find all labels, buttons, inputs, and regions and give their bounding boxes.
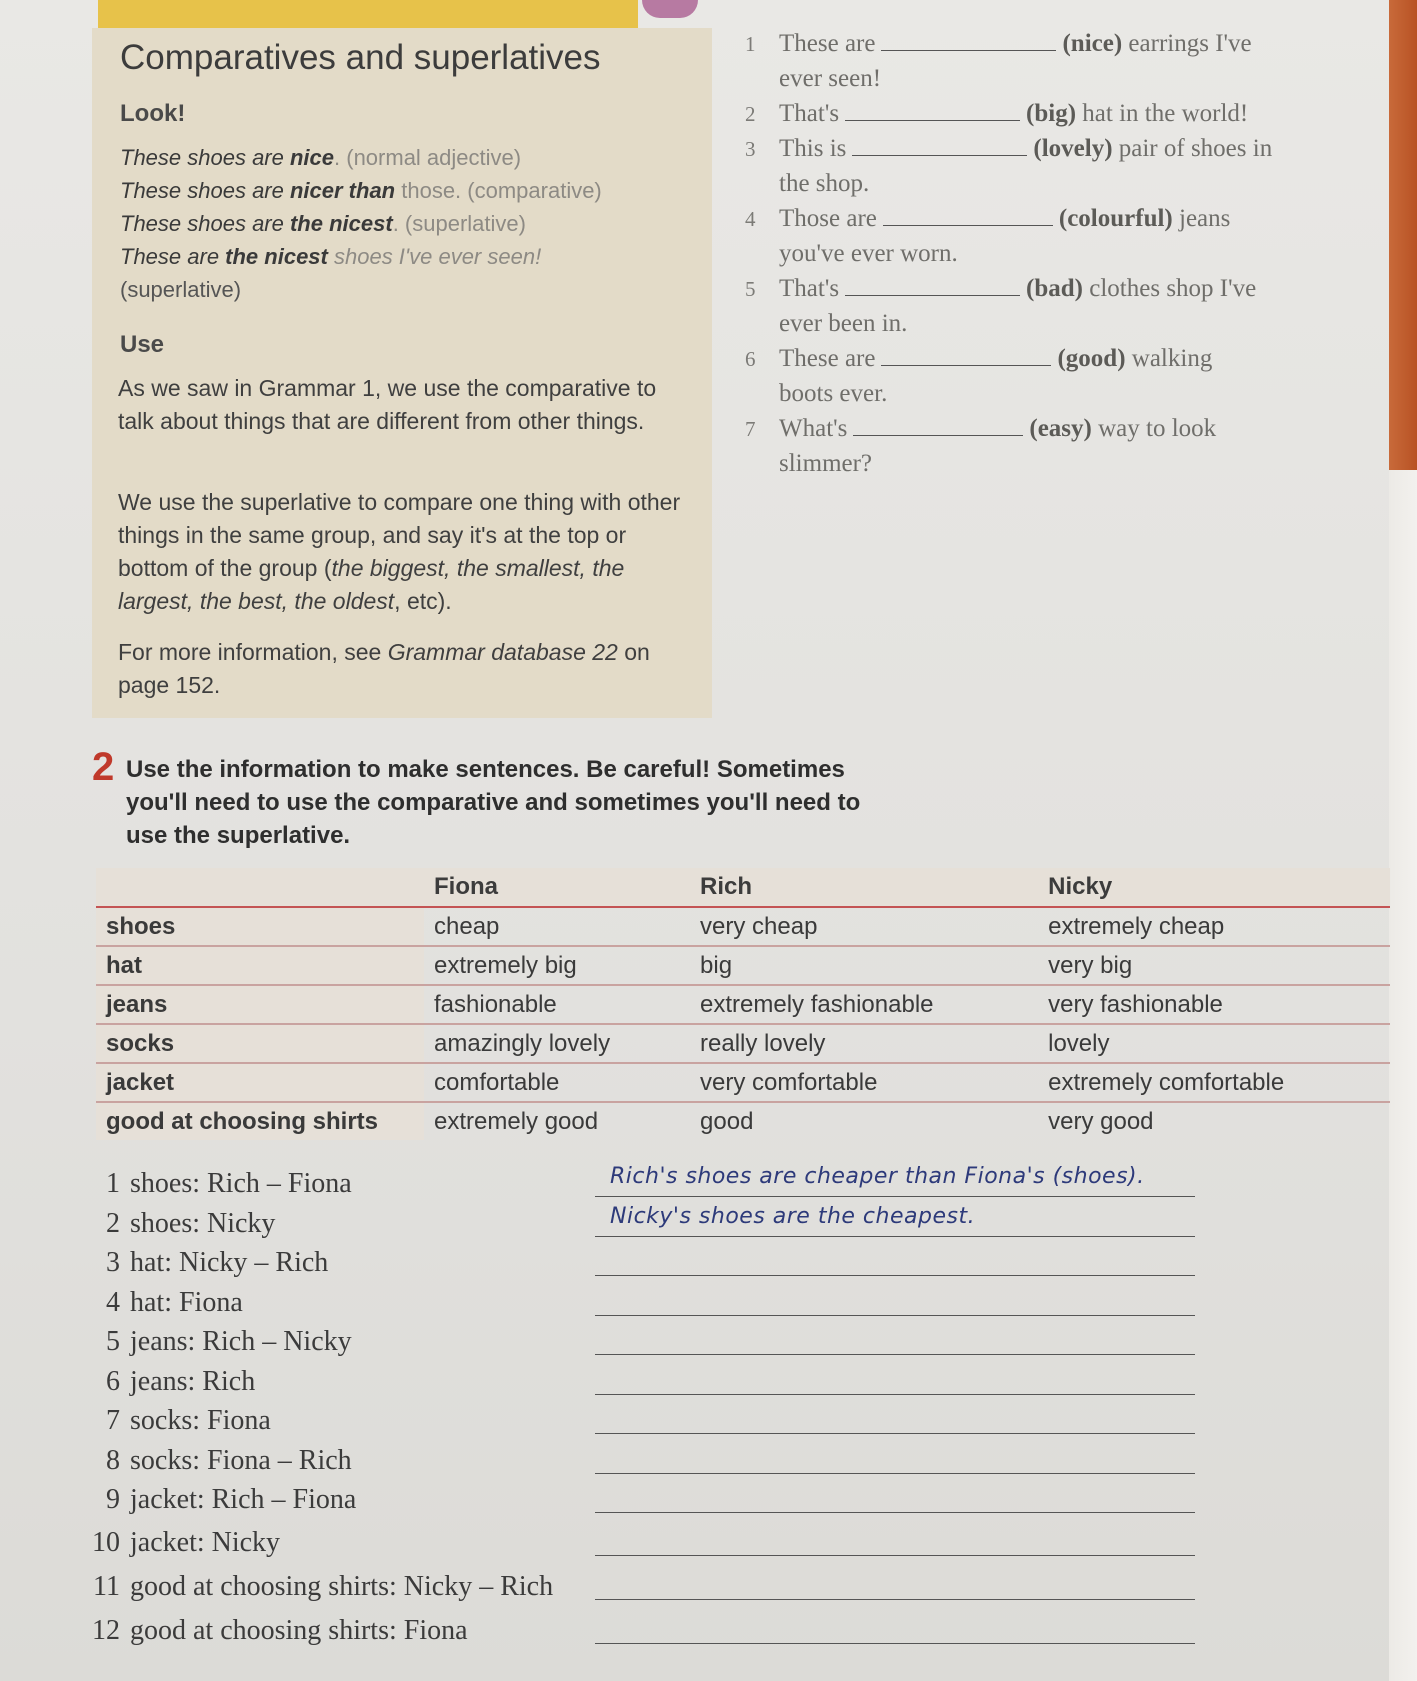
example-bold: the nicest [289, 211, 393, 236]
row-item: socks [96, 1024, 424, 1063]
item-text: This is [779, 135, 847, 162]
answer-line[interactable] [595, 1394, 1195, 1395]
header-fiona: Fiona [424, 868, 690, 907]
item-continuation: ever been in. [779, 310, 908, 337]
item-text: These are [779, 345, 876, 372]
exercise-1-item [745, 275, 1256, 303]
table-cell: comfortable [424, 1063, 690, 1102]
example-tail: . (normal adjective) [334, 145, 522, 170]
prompt-number: 8 [106, 1445, 120, 1476]
item-text-end: hat in the world! [1082, 100, 1249, 127]
table-cell: fashionable [424, 985, 690, 1024]
answer-line[interactable] [595, 1433, 1195, 1434]
comparison-table [96, 868, 1390, 1140]
item-number: 4 [745, 207, 756, 231]
table-cell: extremely cheap [1038, 907, 1390, 946]
table-cell: amazingly lovely [424, 1024, 690, 1063]
exercise-1-item [745, 135, 1272, 163]
use-paragraph-2 [118, 486, 688, 618]
example-bold: nicer than [289, 178, 396, 203]
use-para2-examples: the biggest, the smallest, the largest, the best, the oldest [118, 555, 625, 614]
look-heading: Look! [120, 100, 186, 127]
handwritten-answer: Nicky's shoes are the cheapest. [610, 1204, 976, 1229]
answer-line[interactable] [595, 1315, 1195, 1316]
table-cell: very fashionable [1038, 985, 1390, 1024]
answer-line[interactable] [595, 1275, 1195, 1276]
row-item: hat [96, 946, 424, 985]
exercise-1-item [745, 100, 1248, 128]
table-cell: extremely big [424, 946, 690, 985]
example-superlative [120, 211, 526, 237]
exercise-1-item [745, 30, 1252, 58]
answer-blank[interactable] [881, 364, 1051, 366]
table-cell: very big [1038, 946, 1390, 985]
example-text: These are [120, 244, 226, 269]
item-number: 1 [745, 32, 756, 56]
exercise-2-instruction: Use the information to make sentences. Be careful! Sometimes you'll need to use the comparative and sometimes you'll need to use the superlative. [126, 756, 861, 849]
example-tail: . (superlative) [392, 211, 526, 236]
top-decorative-tab [642, 0, 698, 18]
answer-blank[interactable] [852, 154, 1027, 156]
prompt-item [70, 1615, 468, 1647]
adjective-cue: (colourful) [1058, 205, 1173, 232]
use-para2-end: , etc). [394, 588, 452, 614]
prompt-number: 6 [106, 1366, 120, 1397]
prompt-item [70, 1168, 352, 1200]
prompt-text: jeans: Rich – Nicky [130, 1326, 352, 1357]
prompt-number: 7 [106, 1405, 120, 1436]
row-item: good at choosing shirts [96, 1102, 424, 1140]
item-text-end: earrings I've [1128, 30, 1252, 57]
adjective-cue: (good) [1057, 345, 1126, 372]
item-number: 3 [745, 137, 756, 161]
header-nicky: Nicky [1038, 868, 1390, 907]
prompt-item [70, 1405, 271, 1437]
item-number: 5 [745, 277, 756, 301]
prompt-text: hat: Fiona [130, 1287, 243, 1318]
example-superlative-2-label: (superlative) [120, 277, 242, 302]
prompt-text: socks: Fiona [130, 1405, 271, 1436]
example-text: These shoes are [120, 145, 290, 170]
item-continuation: boots ever. [779, 380, 888, 407]
example-comparative [120, 178, 602, 204]
answer-line[interactable] [595, 1236, 1195, 1237]
table-row [96, 1063, 1390, 1102]
page-margin-edge [1389, 470, 1417, 1681]
example-text: These shoes are [120, 178, 290, 203]
adjective-cue: (easy) [1029, 415, 1092, 442]
answer-line[interactable] [595, 1643, 1195, 1644]
item-number: 2 [745, 102, 756, 126]
prompt-number: 3 [106, 1247, 120, 1278]
row-item: jacket [96, 1063, 424, 1102]
prompt-number: 5 [106, 1326, 120, 1357]
table-cell: lovely [1038, 1024, 1390, 1063]
table-cell: really lovely [690, 1024, 1038, 1063]
prompt-number: 2 [106, 1208, 120, 1239]
prompt-number: 1 [106, 1168, 120, 1199]
table-row [96, 907, 1390, 946]
item-text-end: jeans [1179, 205, 1231, 232]
answer-blank[interactable] [845, 119, 1020, 121]
example-tail: shoes I've ever seen! [327, 244, 542, 269]
answer-blank[interactable] [881, 49, 1056, 51]
table-cell: extremely good [434, 1107, 599, 1135]
prompt-item [70, 1326, 352, 1358]
item-text-end: clothes shop I've [1089, 275, 1257, 302]
table-cell: extremely fashionable [690, 985, 1038, 1024]
item-text: What's [779, 415, 848, 442]
prompt-text: good at choosing shirts: Nicky – Rich [130, 1571, 554, 1602]
item-text: That's [779, 275, 840, 302]
item-continuation: slimmer? [779, 450, 873, 477]
answer-line[interactable] [595, 1473, 1195, 1474]
row-item: shoes [96, 907, 424, 946]
handwritten-answer: Rich's shoes are cheaper than Fiona's (shoes). [610, 1164, 1145, 1189]
top-color-band [98, 0, 638, 28]
item-text-end: way to look [1098, 415, 1217, 442]
prompt-text: socks: Fiona – Rich [130, 1445, 352, 1476]
more-info [118, 636, 688, 702]
answer-blank[interactable] [853, 434, 1023, 436]
adjective-cue: (lovely) [1033, 135, 1113, 162]
item-continuation: ever seen! [779, 65, 882, 92]
table-row [96, 985, 1390, 1024]
table-cell: cheap [424, 907, 690, 946]
item-continuation: you've ever worn. [779, 240, 958, 267]
prompt-item [70, 1484, 356, 1516]
prompt-text: good at choosing shirts: Fiona [130, 1615, 468, 1646]
more-info-reference: Grammar database 22 [387, 639, 618, 665]
prompt-item [70, 1571, 553, 1603]
prompt-item [70, 1527, 280, 1559]
prompt-item [70, 1208, 275, 1240]
prompt-item [70, 1247, 328, 1279]
prompt-text: jeans: Rich [130, 1366, 256, 1397]
table-cell: very comfortable [690, 1063, 1038, 1102]
adjective-cue: (bad) [1026, 275, 1084, 302]
answer-blank[interactable] [883, 224, 1053, 226]
example-text: These shoes are [120, 211, 290, 236]
table-cell: big [690, 946, 1038, 985]
item-text-end: pair of shoes in [1118, 135, 1273, 162]
answer-line[interactable] [595, 1555, 1195, 1556]
use-para2-text: We use the superlative to compare one thing with other things in the same group, and say it's at the top or bottom of the group ( [118, 489, 681, 581]
item-continuation: the shop. [779, 170, 870, 197]
table-row [96, 1024, 1390, 1063]
item-text: Those are [779, 205, 877, 232]
exercise-2-number: 2 [92, 745, 115, 789]
table-body [96, 907, 1390, 1140]
item-text: These are [779, 30, 876, 57]
row-item: jeans [96, 985, 424, 1024]
adjective-cue: (big) [1026, 100, 1077, 127]
adjective-cue: (nice) [1062, 30, 1123, 57]
prompt-text: jacket: Rich – Fiona [130, 1484, 357, 1515]
exercise-1-item [745, 205, 1230, 233]
next-page-edge [1389, 0, 1417, 470]
table-cell: extremely comfortable [1038, 1063, 1390, 1102]
item-number: 7 [745, 417, 756, 441]
exercise-1-item [745, 345, 1212, 373]
example-bold: nice [289, 145, 335, 170]
prompt-number: 12 [92, 1615, 120, 1646]
prompt-text: hat: Nicky – Rich [130, 1247, 329, 1278]
prompt-item [70, 1287, 243, 1319]
answer-line[interactable] [595, 1512, 1195, 1513]
table-cell: very cheap [690, 907, 1038, 946]
use-heading: Use [120, 331, 165, 358]
example-tail: those. (comparative) [395, 178, 602, 203]
answer-line[interactable] [595, 1196, 1195, 1197]
exercise-1-item [745, 415, 1216, 443]
prompt-number: 10 [92, 1527, 120, 1558]
header-rich: Rich [690, 868, 1038, 907]
table-cell: very good [1048, 1107, 1154, 1135]
item-text-end: walking [1131, 345, 1213, 372]
table-header-row [96, 868, 1390, 907]
prompt-item [70, 1366, 255, 1398]
use-paragraph-1: As we saw in Grammar 1, we use the comparative to talk about things that are different from other things. [118, 375, 657, 434]
example-bold: the nicest [225, 244, 328, 269]
answer-blank[interactable] [845, 294, 1020, 296]
table-cell: good [700, 1107, 754, 1135]
prompt-text: jacket: Nicky [130, 1527, 281, 1558]
table-row [96, 946, 1390, 985]
prompt-number: 4 [106, 1287, 120, 1318]
example-superlative-2 [120, 244, 541, 270]
prompt-number: 9 [106, 1484, 120, 1515]
item-number: 6 [745, 347, 756, 371]
more-info-text: For more information, see [118, 639, 388, 665]
more-info-page: on page 152. [118, 639, 650, 698]
answer-line[interactable] [595, 1599, 1195, 1600]
item-text: That's [779, 100, 840, 127]
prompt-item [70, 1445, 352, 1477]
table-row [96, 1102, 1390, 1140]
header-blank [96, 868, 424, 907]
grammar-box-title: Comparatives and superlatives [120, 38, 601, 77]
prompt-number: 11 [93, 1571, 120, 1602]
prompt-text: shoes: Rich – Fiona [130, 1168, 352, 1199]
answer-line[interactable] [595, 1354, 1195, 1355]
example-normal [120, 145, 521, 171]
prompt-text: shoes: Nicky [130, 1208, 276, 1239]
